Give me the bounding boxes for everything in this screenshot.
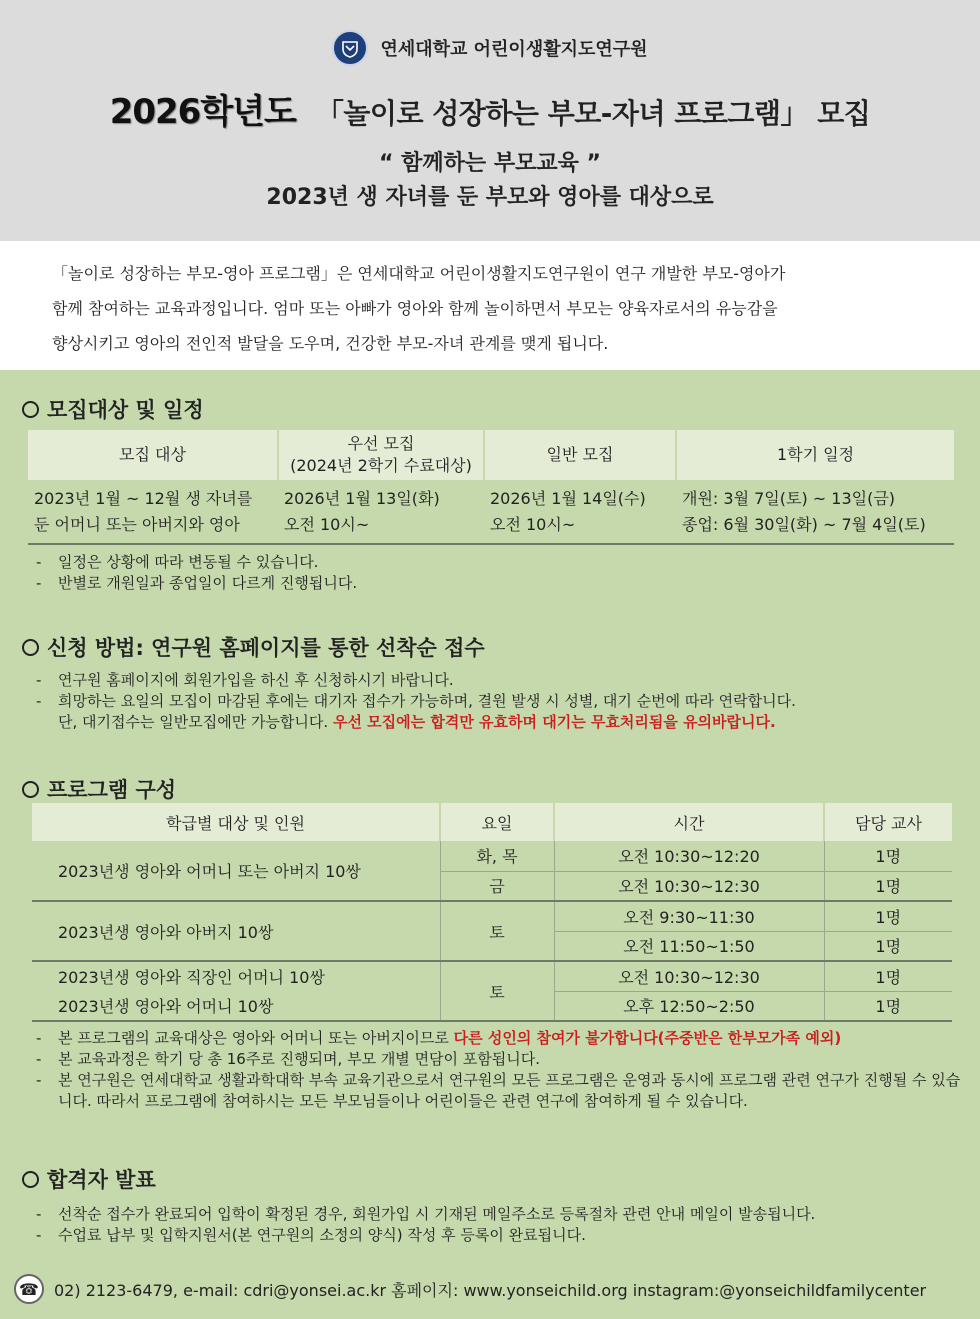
cell-line: 2026년 1월 14일(수) [490, 488, 646, 508]
note-warning: 우선 모집에는 합격만 유효하며 대기는 무효처리됨을 유의바랍니다. [332, 713, 776, 731]
contact-info: 02) 2123-6479, e-mail: cdri@yonsei.ac.kr 홈페이지: www.yonseichild.org instagram:@yonseichildfamilycenter [54, 1280, 927, 1300]
list-item: - 본 프로그램의 교육대상은 영아와 어머니 또는 아버지이므로 다른 성인의 참여가 불가합니다(주중반은 한부모가족 예외) [36, 1029, 842, 1047]
note-text: 본 연구원은 연세대학교 생활과학대학 부속 교육기관으로서 연구원의 모든 프로그램은 운영과 동시에 프로그램 관련 연구가 진행될 수 있습니다. 따라서 프로그램에 참여하시는 모든 부모님들이나 어린이들은 관련 연구에 참여하게 될 수 있습니다. [58, 1071, 961, 1110]
list-item: - 일정은 상황에 따라 변동될 수 있습니다. [36, 553, 319, 571]
circle-bullet-icon [22, 639, 39, 656]
cell-day: 금 [440, 871, 554, 901]
cell-teacher: 1명 [824, 871, 952, 901]
col-header-general: 일반 모집 [484, 430, 676, 480]
col-header-time: 시간 [554, 803, 824, 841]
apply-notes [36, 670, 796, 733]
note-text [58, 1028, 841, 1049]
note-text: 선착순 접수가 완료되어 입학이 확정된 경우, 회원가입 시 기재된 메일주소로 등록절차 관련 안내 메일이 발송됩니다. [58, 1205, 816, 1223]
col-header-priority [278, 430, 484, 480]
col-header-schedule: 1학기 일정 [676, 430, 954, 480]
schedule-notes [36, 552, 357, 594]
cell-teacher: 1명 [824, 901, 952, 931]
col-header-priority-label: 우선 모집 [347, 434, 415, 453]
intro-paragraph [52, 256, 952, 361]
list-item: - 본 교육과정은 학기 당 총 16주로 진행되며, 부모 개별 면담이 포함됩니다. [36, 1050, 541, 1068]
note-plain: 단, 대기접수는 일반모집에만 가능합니다. [58, 713, 333, 731]
list-item: - 수업료 납부 및 입학지원서(본 연구원의 소정의 양식) 작성 후 등록이 완료됩니다. [36, 1226, 586, 1244]
cell-time: 오전 11:50~1:50 [554, 931, 824, 961]
contact-footer [14, 1274, 974, 1304]
col-header-class: 학급별 대상 및 인원 [32, 803, 440, 841]
section-heading-text: 합격자 발표 [47, 1168, 156, 1192]
cell-class: 2023년생 영아와 어머니 10쌍 [32, 991, 440, 1021]
cell-schedule [676, 480, 954, 544]
cell-class: 2023년생 영아와 아버지 10쌍 [32, 901, 440, 961]
cell-day: 토 [440, 901, 554, 961]
schedule-table [28, 430, 954, 545]
cell-line: 개원: 3월 7일(토) ~ 13일(금) [682, 488, 896, 508]
cell-time: 오전 10:30~12:30 [554, 961, 824, 991]
table-header-row [32, 803, 952, 841]
cell-priority [278, 480, 484, 544]
list-item [36, 712, 796, 733]
program-notes [36, 1028, 966, 1112]
cell-teacher: 1명 [824, 841, 952, 871]
cell-day: 토 [440, 961, 554, 1021]
announcement-notes [36, 1204, 966, 1246]
organization-name: 연세대학교 어린이생활지도연구원 [380, 39, 648, 60]
table-row [28, 480, 954, 544]
table-row [32, 841, 952, 871]
note-plain: 본 프로그램의 교육대상은 영아와 어머니 또는 아버지이므로 [58, 1029, 454, 1047]
subtitle-slogan: “ 함께하는 부모교육 ” [379, 151, 601, 176]
intro-line: 향상시키고 영아의 전인적 발달을 도우며, 건강한 부모-자녀 관계를 맺게 됩니다. [52, 334, 609, 353]
cell-time: 오전 10:30~12:30 [554, 871, 824, 901]
col-header-day: 요일 [440, 803, 554, 841]
note-text [58, 712, 776, 733]
section-heading-text: 모집대상 및 일정 [47, 398, 204, 422]
title-main: 「놀이로 성장하는 부모-자녀 프로그램」 모집 [315, 97, 871, 130]
col-header-teacher: 담당 교사 [824, 803, 952, 841]
note-text: 일정은 상황에 따라 변동될 수 있습니다. [58, 553, 319, 571]
cell-line: 2023년 1월 ~ 12월 생 자녀를 [34, 488, 253, 508]
cell-time: 오후 12:50~2:50 [554, 991, 824, 1021]
cell-teacher: 1명 [824, 991, 952, 1021]
title-year: 2026학년도 [109, 92, 296, 132]
cell-teacher: 1명 [824, 931, 952, 961]
note-text: 희망하는 요일의 모집이 마감된 후에는 대기자 접수가 가능하며, 결원 발생 시 성별, 대기 순번에 따라 연락합니다. [58, 692, 796, 710]
list-item: - 반별로 개원일과 종업일이 다르게 진행됩니다. [36, 574, 358, 592]
cell-line: 둔 어머니 또는 아버지와 영아 [34, 514, 240, 534]
table-row [32, 961, 952, 991]
cell-line: 2026년 1월 13일(화) [284, 488, 440, 508]
section-heading-announcement [22, 1164, 156, 1194]
list-item: - 희망하는 요일의 모집이 마감된 후에는 대기자 접수가 가능하며, 결원 발생 시 성별, 대기 순번에 따라 연락합니다. [36, 692, 796, 710]
header-banner [0, 0, 980, 241]
cell-teacher: 1명 [824, 961, 952, 991]
section-heading-text: 신청 방법: 연구원 홈페이지를 통한 선착순 접수 [47, 636, 485, 660]
col-header-target: 모집 대상 [28, 430, 278, 480]
col-header-priority-note: (2024년 2학기 수료대상) [290, 456, 472, 475]
subtitle-target: 2023년 생 자녀를 둔 부모와 영아를 대상으로 [266, 185, 714, 210]
circle-bullet-icon [22, 781, 39, 798]
cell-line: 종업: 6월 30일(화) ~ 7월 4일(토) [682, 514, 926, 534]
intro-line: 함께 참여하는 교육과정입니다. 엄마 또는 아빠가 영아와 함께 놀이하면서 부모는 양육자로서의 유능감을 [52, 299, 778, 318]
cell-class: 2023년생 영아와 직장인 어머니 10쌍 [32, 961, 440, 991]
section-heading-schedule [22, 394, 204, 424]
circle-bullet-icon [22, 401, 39, 418]
note-text: 본 교육과정은 학기 당 총 16주로 진행되며, 부모 개별 면담이 포함됩니다. [58, 1050, 541, 1068]
cell-general [484, 480, 676, 544]
cell-time: 오전 10:30~12:20 [554, 841, 824, 871]
note-text: 수업료 납부 및 입학지원서(본 연구원의 소정의 양식) 작성 후 등록이 완료됩니다. [58, 1226, 586, 1244]
cell-class: 2023년생 영아와 어머니 또는 아버지 10쌍 [32, 841, 440, 901]
cell-time: 오전 9:30~11:30 [554, 901, 824, 931]
note-warning: 다른 성인의 참여가 불가합니다(주중반은 한부모가족 예외) [453, 1029, 842, 1047]
circle-bullet-icon [22, 1171, 39, 1188]
phone-icon: ☎ [14, 1274, 44, 1304]
list-item: - 연구원 홈페이지에 회원가입을 하신 후 신청하시기 바랍니다. [36, 671, 454, 689]
list-item: - 본 연구원은 연세대학교 생활과학대학 부속 교육기관으로서 연구원의 모든 프로그램은 운영과 동시에 프로그램 관련 연구가 진행될 수 있습니다. 따라서 프로그램에 참여하시는 모든 부모님들이나 어린이들은 관련 연구에 참여하게 될 수 있습니다. [36, 1070, 966, 1112]
organization [0, 30, 980, 66]
note-text: 연구원 홈페이지에 회원가입을 하신 후 신청하시기 바랍니다. [58, 671, 454, 689]
section-heading-program [22, 774, 176, 804]
cell-line: 오전 10시~ [490, 514, 576, 534]
university-seal-icon [332, 30, 368, 66]
table-row [32, 901, 952, 931]
cell-target [28, 480, 278, 544]
note-text: 반별로 개원일과 종업일이 다르게 진행됩니다. [58, 574, 358, 592]
cell-line: 오전 10시~ [284, 514, 370, 534]
list-item: - 선착순 접수가 완료되어 입학이 확정된 경우, 회원가입 시 기재된 메일주소로 등록절차 관련 안내 메일이 발송됩니다. [36, 1205, 816, 1223]
program-table [32, 803, 952, 1022]
cell-day: 화, 목 [440, 841, 554, 871]
section-heading-apply [22, 632, 485, 662]
intro-line: 「놀이로 성장하는 부모-영아 프로그램」은 연세대학교 어린이생활지도연구원이 연구 개발한 부모-영아가 [52, 264, 786, 283]
table-header-row [28, 430, 954, 480]
page-title [0, 84, 980, 133]
section-heading-text: 프로그램 구성 [47, 778, 177, 802]
